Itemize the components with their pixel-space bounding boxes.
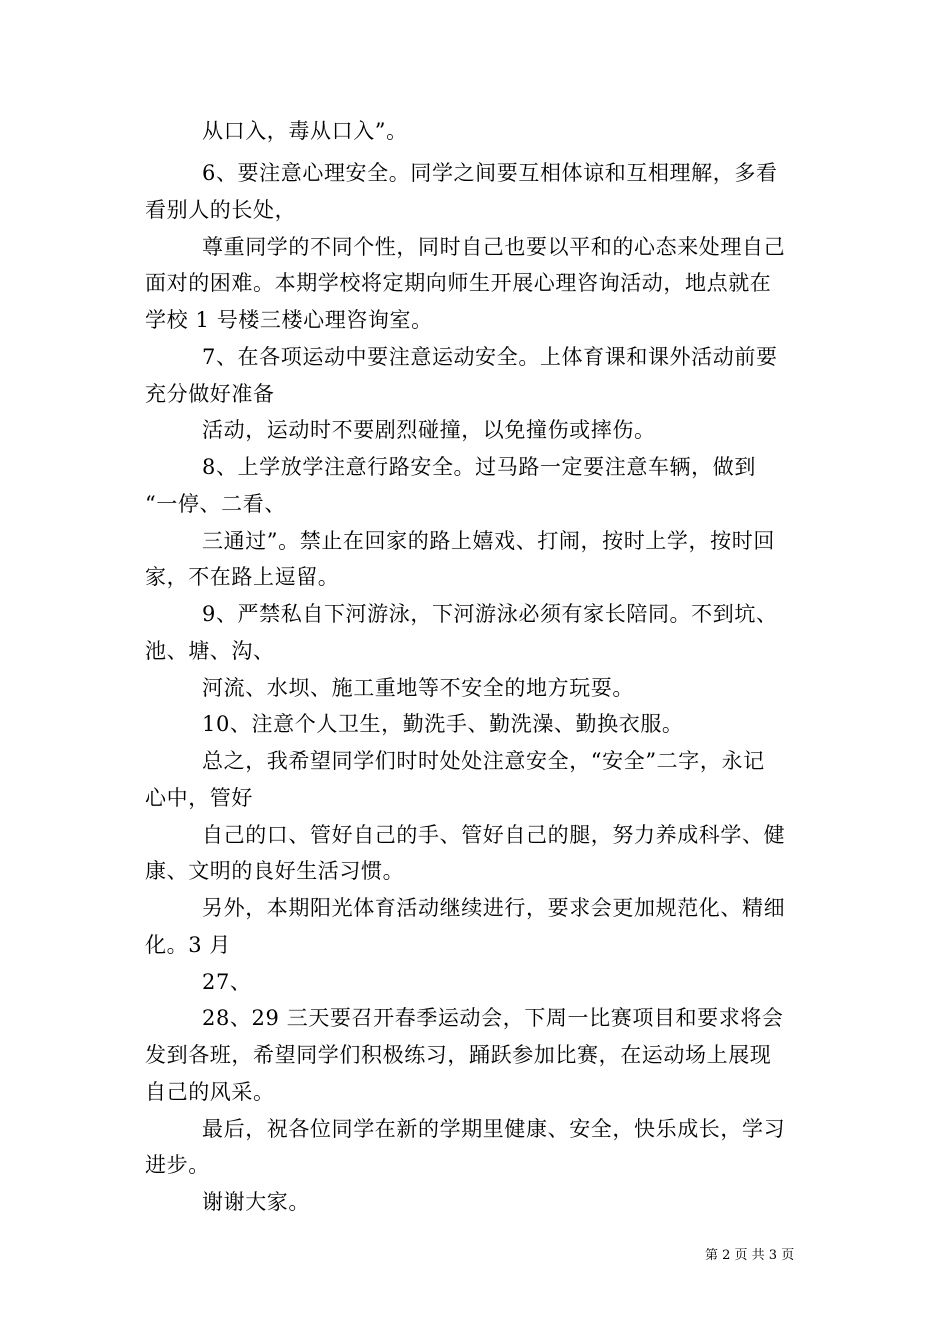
text-line: 9、严禁私自下河游泳，下河游泳必须有家长陪同。不到坑、 (202, 602, 778, 626)
text-line: 化。3 月 (145, 933, 232, 957)
text-line: 最后，祝各位同学在新的学期里健康、安全，快乐成长，学习 (202, 1117, 786, 1141)
text-line: 谢谢大家。 (202, 1190, 310, 1214)
text-line: 另外，本期阳光体育活动继续进行，要求会更加规范化、精细 (202, 896, 786, 920)
text-line: “一停、二看、 (145, 492, 286, 516)
text-line: 学校 1 号楼三楼心理咨询室。 (145, 308, 433, 332)
text-line: 家，不在路上逗留。 (145, 565, 340, 589)
text-line: 7、在各项运动中要注意运动安全。上体育课和课外活动前要 (202, 345, 778, 369)
text-line: 27、 (202, 970, 252, 994)
text-line: 心中，管好 (145, 786, 253, 810)
text-line: 自己的风采。 (145, 1080, 275, 1104)
text-line: 6、要注意心理安全。同学之间要互相体谅和互相理解，多看 (202, 161, 778, 185)
text-line: 池、塘、沟、 (145, 639, 275, 663)
text-line: 总之，我希望同学们时时处处注意安全，“安全”二字，永记 (202, 749, 765, 773)
page-number: 第 2 页 共 3 页 (705, 1248, 795, 1263)
text-line: 康、文明的良好生活习惯。 (145, 859, 405, 883)
text-line: 充分做好准备 (145, 382, 275, 406)
text-line: 自己的口、管好自己的手、管好自己的腿，努力养成科学、健 (202, 823, 786, 847)
text-line: 看别人的长处， (145, 198, 297, 222)
text-line: 10、注意个人卫生，勤洗手、勤洗澡、勤换衣服。 (202, 712, 684, 736)
text-line: 进步。 (145, 1153, 210, 1177)
text-line: 河流、水坝、施工重地等不安全的地方玩耍。 (202, 676, 634, 700)
text-line: 活动，运动时不要剧烈碰撞，以免撞伤或摔伤。 (202, 418, 656, 442)
text-line: 发到各班，希望同学们积极练习，踊跃参加比赛，在运动场上展现 (145, 1043, 772, 1067)
text-line: 从口入，毒从口入”。 (202, 119, 408, 143)
text-line: 三通过”。禁止在回家的路上嬉戏、打闹，按时上学，按时回 (202, 529, 775, 553)
text-line: 尊重同学的不同个性，同时自己也要以平和的心态来处理自己 (202, 235, 786, 259)
text-line: 28、29 三天要召开春季运动会，下周一比赛项目和要求将会 (202, 1006, 784, 1030)
text-line: 面对的困难。本期学校将定期向师生开展心理咨询活动，地点就在 (145, 271, 772, 295)
text-line: 8、上学放学注意行路安全。过马路一定要注意车辆，做到 (202, 455, 756, 479)
